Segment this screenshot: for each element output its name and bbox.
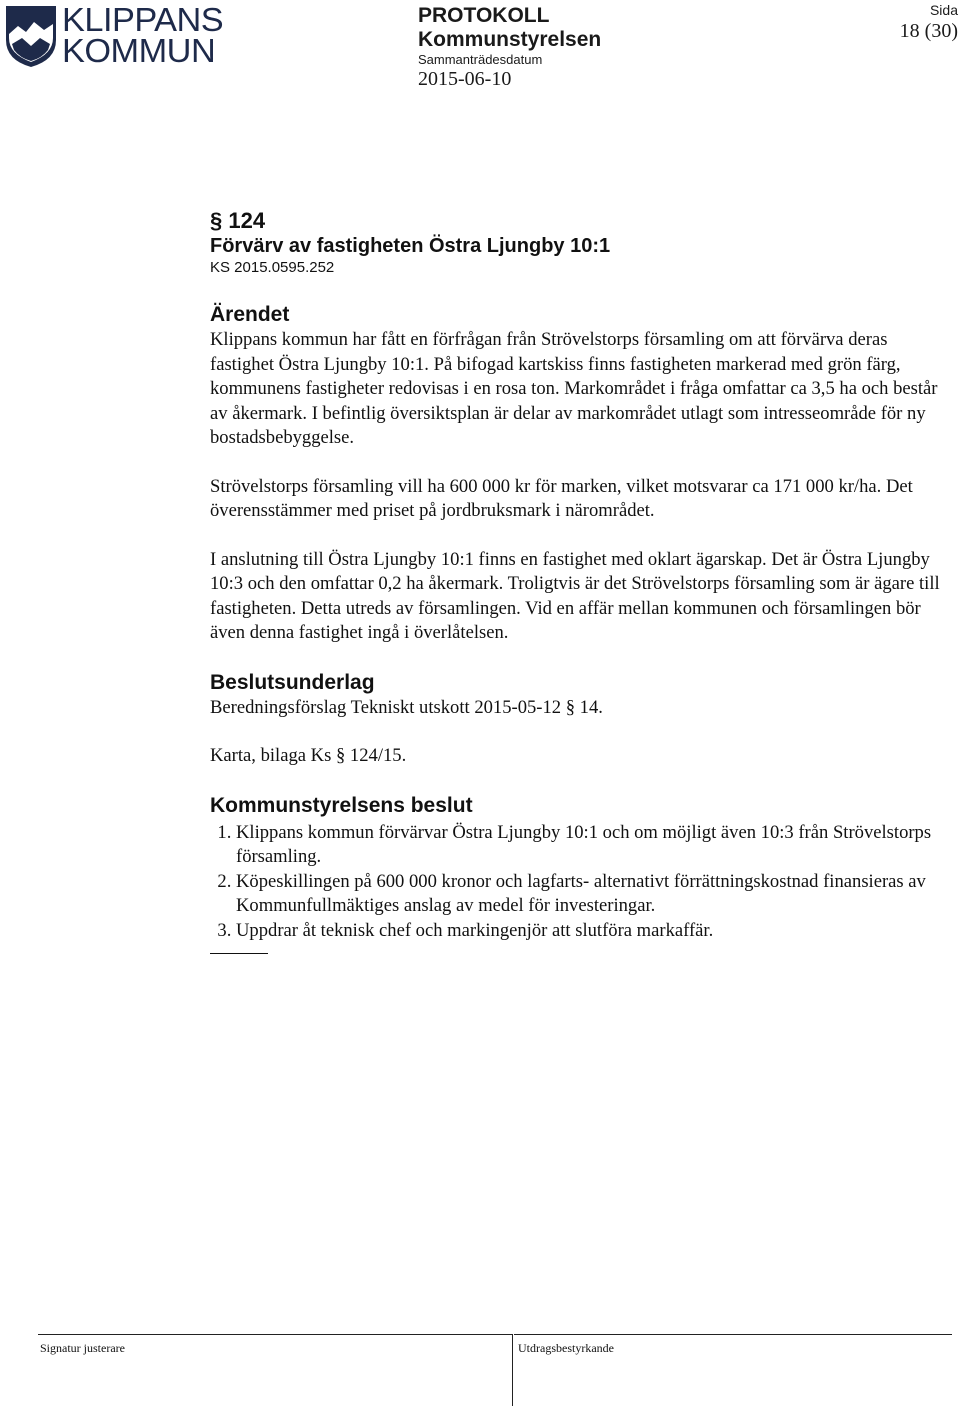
decision-list (210, 821, 940, 944)
protocol-item (210, 208, 940, 954)
decision-item: 1. Klippans kommun förvärvar Östra Ljungby 10:1 och om möjligt även 10:3 från Strövelstorps församling. (236, 821, 940, 870)
arendet-paragraph: Strövelstorps församling vill ha 600 000 kr för marken, vilket motsvarar ca 171 000 kr/ha. Det överensstämmer med priset på jordbruksmark i närområdet. (210, 475, 913, 521)
case-reference: KS 2015.0595.252 (210, 259, 335, 276)
section-number: § 124 (210, 208, 266, 233)
arendet-paragraph: Klippans kommun har fått en förfrågan från Strövelstorps församling om att förvärva deras fastighet Östra Ljungby 10:1. På bifogad kartskiss finns fastigheten markerad med grön färg, kommunens fastigheter redovisas i en rosa ton. Markområdet i fråga omfattar ca 3,5 ha och består av åkermark. I befintlig översiktsplan är delar av markområdet utlagt som intresseområde för ny bostadsbebyggelse. (210, 329, 938, 448)
arendet-paragraph: I anslutning till Östra Ljungby 10:1 finns en fastighet med oklart ägarskap. Det är Östra Ljungby 10:3 och den omfattar 0,2 ha åkermark. Troligtvis är det Strövelstorps församling som är ägare till fastigheten. Detta utreds av församlingen. Vid en affär mellan kommunen och församlingen bör även denna fastighet ingå i överlåtelsen. (210, 548, 940, 643)
meeting-date: 2015-06-10 (418, 68, 512, 90)
logo-line-1: KLIPPANS (62, 1, 224, 38)
klippan-coat-of-arms-icon (4, 4, 58, 68)
end-divider (210, 953, 268, 954)
footer-rule-left (38, 1334, 512, 1335)
arendet-heading: Ärendet (210, 303, 290, 326)
page-number: 18 (30) (899, 20, 958, 42)
municipality-logo (4, 1, 224, 69)
decision-heading: Kommunstyrelsens beslut (210, 793, 473, 817)
beslutsunderlag-line: Beredningsförslag Tekniskt utskott 2015-05-12 § 14. (210, 696, 603, 718)
document-type: PROTOKOLL (418, 4, 550, 27)
meeting-date-label: Sammanträdesdatum (418, 52, 543, 67)
footer-divider (512, 1334, 513, 1406)
decision-item: 2. Köpeskillingen på 600 000 kronor och lagfarts- alternativt förrättningskostnad finansieras av Kommunfullmäktiges anslag av medel för investeringar. (236, 870, 940, 919)
extract-certification-label: Utdragsbestyrkande (518, 1341, 614, 1355)
decision-item: 3. Uppdrar åt teknisk chef och markingenjör att slutföra markaffär. (236, 919, 940, 944)
logo-line-2: KOMMUN (62, 32, 216, 69)
beslutsunderlag-line: Karta, bilaga Ks § 124/15. (210, 745, 407, 766)
beslutsunderlag-heading: Beslutsunderlag (210, 670, 375, 694)
footer-rule-right (514, 1334, 952, 1335)
board-name: Kommunstyrelsen (418, 28, 602, 51)
signature-label: Signatur justerare (40, 1341, 125, 1355)
item-title: Förvärv av fastigheten Östra Ljungby 10:1 (210, 235, 611, 257)
page-label: Sida (929, 2, 958, 18)
